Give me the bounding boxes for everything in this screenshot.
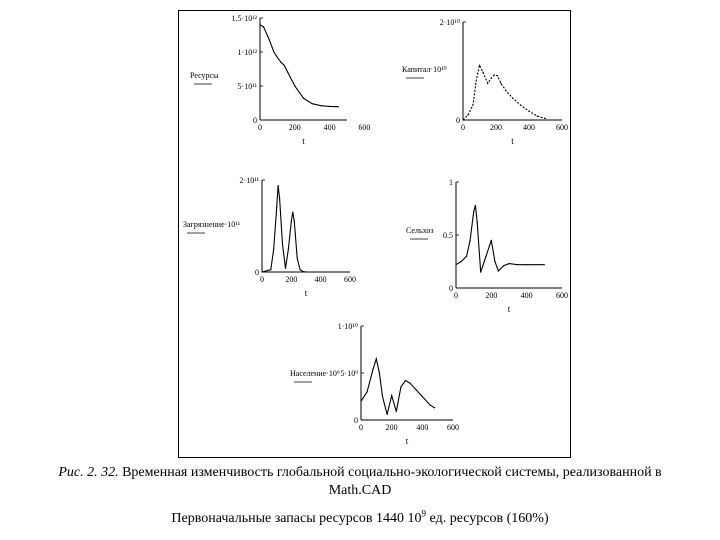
data-point xyxy=(379,372,380,373)
chart-1 xyxy=(190,14,370,146)
data-point xyxy=(312,103,313,104)
x-tick-label: 0 xyxy=(359,423,363,432)
x-tick-label: 200 xyxy=(285,275,298,284)
data-point xyxy=(291,221,292,222)
data-point xyxy=(520,105,521,106)
figure-caption-line1 xyxy=(0,464,720,482)
data-point xyxy=(338,106,339,107)
data-point xyxy=(376,358,377,359)
x-tick-label: 200 xyxy=(490,123,502,132)
x-axis-label: t xyxy=(304,288,308,298)
data-point xyxy=(500,83,501,84)
data-point xyxy=(477,222,478,223)
caption-line3-exponent: 9 xyxy=(421,508,427,519)
x-tick-label: 0 xyxy=(454,291,458,300)
data-point xyxy=(279,198,280,199)
y-tick-label: 2·10¹¹ xyxy=(239,176,259,185)
data-point xyxy=(261,271,262,272)
y-tick-label: 2·10¹⁰ xyxy=(439,18,460,27)
data-point xyxy=(294,221,295,222)
data-point xyxy=(508,263,509,264)
x-tick-label: 200 xyxy=(288,123,301,132)
x-tick-label: 200 xyxy=(485,291,498,300)
figure-caption-line2: Math.CAD xyxy=(328,483,392,498)
data-point xyxy=(297,258,298,259)
data-point xyxy=(259,24,260,25)
data-point xyxy=(434,407,435,408)
y-tick-label: 0 xyxy=(354,416,358,425)
data-point xyxy=(490,78,491,79)
data-point xyxy=(288,248,289,249)
y-tick-label: 1·10¹² xyxy=(237,48,257,57)
y-tick-label: 1.5·10¹² xyxy=(231,14,257,23)
chart-2 xyxy=(402,18,568,146)
data-point xyxy=(455,264,456,265)
chart-3 xyxy=(183,176,356,298)
y-axis-label: Сельхоз xyxy=(406,226,434,235)
x-tick-label: 200 xyxy=(385,423,398,432)
data-point xyxy=(537,115,538,116)
x-axis-label: t xyxy=(507,304,511,314)
data-point xyxy=(479,65,480,66)
x-tick-label: 400 xyxy=(323,123,336,132)
data-point xyxy=(273,248,274,249)
x-tick-label: 400 xyxy=(416,423,429,432)
data-point xyxy=(276,207,277,208)
y-tick-label: 1 xyxy=(449,178,453,187)
data-point xyxy=(409,383,410,384)
data-point xyxy=(461,261,462,262)
data-point xyxy=(494,261,495,262)
data-point xyxy=(303,98,304,99)
data-point xyxy=(466,256,467,257)
data-point xyxy=(280,62,281,63)
data-point xyxy=(277,57,278,58)
x-axis-label: t xyxy=(511,136,514,146)
data-point xyxy=(491,240,492,241)
data-point xyxy=(545,118,546,119)
data-point xyxy=(386,414,387,415)
series-line xyxy=(463,65,546,120)
data-point xyxy=(273,51,274,52)
y-axis-label: Население·10⁹ xyxy=(290,369,340,378)
data-point xyxy=(487,83,488,84)
data-point xyxy=(268,38,269,39)
x-axis-label: t xyxy=(405,436,409,446)
y-tick-label: 0 xyxy=(449,284,453,293)
data-point xyxy=(278,185,279,186)
data-point xyxy=(485,256,486,257)
chart-5 xyxy=(290,322,459,446)
x-tick-label: 600 xyxy=(447,423,459,432)
data-point xyxy=(405,380,406,381)
data-point xyxy=(498,270,499,271)
x-axis-label: t xyxy=(302,136,305,146)
data-point xyxy=(470,240,471,241)
caption-line3-end: ед. ресурсов (160%) xyxy=(426,511,549,526)
data-point xyxy=(416,389,417,390)
x-tick-label: 600 xyxy=(344,275,356,284)
data-point xyxy=(302,271,303,272)
data-point xyxy=(382,396,383,397)
x-tick-label: 600 xyxy=(358,123,371,132)
y-tick-label: 0.5 xyxy=(443,231,453,240)
data-point xyxy=(517,264,518,265)
data-point xyxy=(475,205,476,206)
data-point xyxy=(360,401,361,402)
y-tick-label: 5·10⁹ xyxy=(340,369,358,378)
data-point xyxy=(305,271,306,272)
data-point xyxy=(476,80,477,81)
data-point xyxy=(284,65,285,66)
data-point xyxy=(473,211,474,212)
data-point xyxy=(462,119,463,120)
x-tick-label: 600 xyxy=(556,291,568,300)
data-point xyxy=(503,265,504,266)
x-tick-label: 400 xyxy=(520,291,533,300)
y-tick-label: 5·10¹¹ xyxy=(237,82,257,91)
y-tick-label: 0 xyxy=(456,116,460,125)
y-axis-label: Капитал·10¹⁰ xyxy=(402,65,447,74)
data-point xyxy=(400,387,401,388)
caption-prefix: Рис. 2. 32. xyxy=(58,465,119,480)
y-tick-label: 0 xyxy=(255,268,259,277)
data-point xyxy=(270,269,271,270)
data-point xyxy=(505,90,506,91)
data-point xyxy=(528,111,529,112)
data-point xyxy=(313,271,314,272)
data-point xyxy=(480,272,481,273)
data-point xyxy=(294,85,295,86)
x-tick-label: 600 xyxy=(556,123,568,132)
x-tick-label: 0 xyxy=(461,123,465,132)
data-point xyxy=(544,264,545,265)
x-tick-label: 0 xyxy=(258,123,262,132)
series-line xyxy=(262,186,313,273)
data-point xyxy=(282,244,283,245)
caption-text: Временная изменчивость глобальной социально-экологической системы, реализованной в xyxy=(122,465,662,480)
data-point xyxy=(373,368,374,369)
series-line xyxy=(456,205,544,272)
data-point xyxy=(429,404,430,405)
data-point xyxy=(300,269,301,270)
data-point xyxy=(263,26,264,27)
y-axis-label: Загрязнение·10¹¹ xyxy=(183,220,241,229)
data-point xyxy=(494,74,495,75)
data-point xyxy=(320,105,321,106)
data-point xyxy=(422,396,423,397)
y-tick-label: 0 xyxy=(253,116,257,125)
series-line xyxy=(361,359,435,415)
data-point xyxy=(391,395,392,396)
data-point xyxy=(396,411,397,412)
data-point xyxy=(512,97,513,98)
y-tick-label: 1·10¹⁰ xyxy=(337,322,358,331)
caption-line3-start: Первоначальные запасы ресурсов 1440 10 xyxy=(171,511,422,526)
data-point xyxy=(497,75,498,76)
data-point xyxy=(467,115,468,116)
data-point xyxy=(472,105,473,106)
data-point xyxy=(367,391,368,392)
series-line xyxy=(260,25,338,107)
x-tick-label: 400 xyxy=(523,123,535,132)
data-point xyxy=(482,71,483,72)
y-axis-label: Ресурсы xyxy=(190,71,219,80)
x-tick-label: 400 xyxy=(314,275,327,284)
figure-caption-line3 xyxy=(0,510,720,528)
data-point xyxy=(292,212,293,213)
data-point xyxy=(287,72,288,73)
data-point xyxy=(285,268,286,269)
data-point xyxy=(526,264,527,265)
data-point xyxy=(329,106,330,107)
x-tick-label: 0 xyxy=(260,275,264,284)
chart-4 xyxy=(406,178,568,314)
